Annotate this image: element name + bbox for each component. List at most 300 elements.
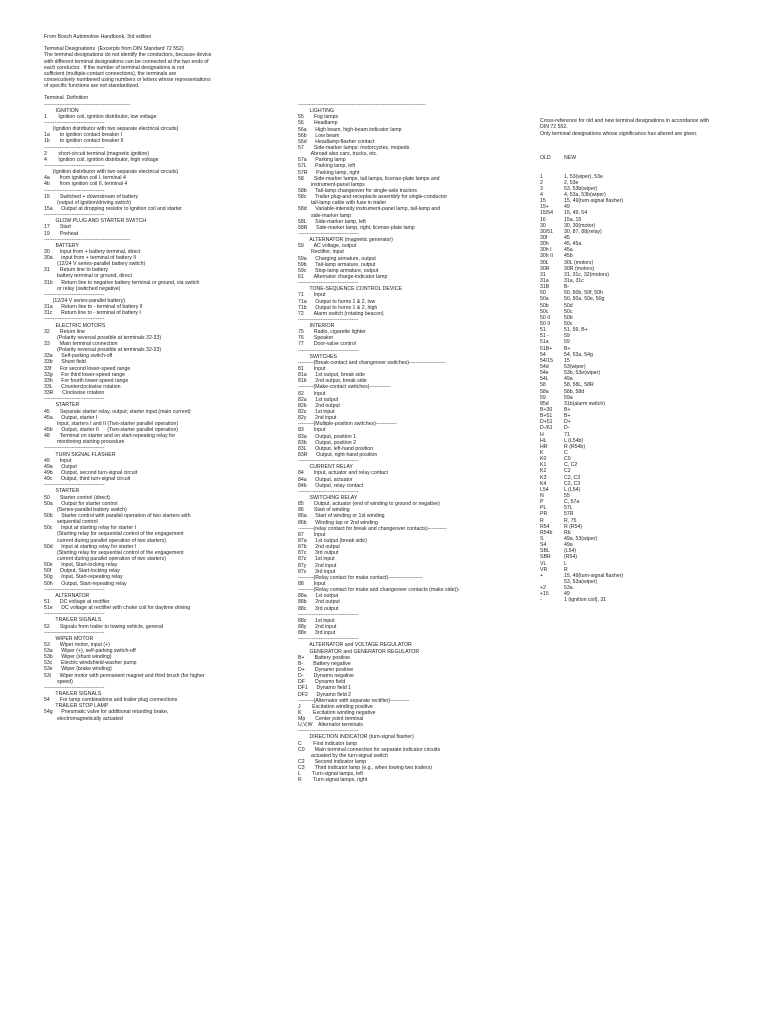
old-designation: 51B+ bbox=[540, 345, 553, 352]
text-line: SWITCHES bbox=[298, 353, 337, 360]
text-line: 88z 1st input bbox=[298, 617, 335, 624]
text-line: ----------------------------------- bbox=[44, 586, 105, 593]
text-line: ALTERNATOR (magnetic generator) bbox=[298, 237, 393, 244]
text-line: 45 Separate starter relay, output; starter input (main current) bbox=[44, 408, 191, 415]
new-designation: 55 bbox=[564, 492, 570, 499]
new-designation: B+ bbox=[564, 406, 571, 413]
text-line: STARTER bbox=[44, 488, 80, 495]
text-line: 84a Output, actuator bbox=[298, 476, 353, 483]
text-line: ----------------------------------- bbox=[44, 316, 105, 323]
text-line: ----------------------------------- bbox=[44, 396, 105, 403]
text-line: ----------------------------------- bbox=[298, 280, 359, 287]
old-designation: 30f bbox=[540, 235, 548, 242]
text-line: D- Dynamo negative bbox=[298, 673, 354, 680]
text-line: 33a Self-parking switch-off bbox=[44, 353, 113, 360]
old-designation: 50a bbox=[540, 296, 549, 303]
text-line: 59 AC voltage, output bbox=[298, 243, 357, 250]
new-designation: 59a bbox=[564, 394, 573, 401]
text-line: battery terminal or ground, direct bbox=[44, 273, 132, 280]
new-designation: 53(wiper) bbox=[564, 364, 586, 370]
text-line: ---------(Relay contact for make and changeover contacts (make side))- bbox=[298, 587, 460, 594]
text-line: ----------------------------------- bbox=[44, 445, 105, 452]
text-line: 88a 1st output bbox=[298, 593, 339, 600]
text-line: 50a Output for starter control bbox=[44, 500, 118, 507]
text-line: each conductor. If the number of terminal designations is not bbox=[44, 64, 185, 71]
text-line: 30 Input from + battery terminal, direct bbox=[44, 248, 141, 255]
text-line: (Ignition distributor with two separate electrical circuits) bbox=[44, 169, 179, 176]
text-line: -------------------------------------------------- bbox=[44, 236, 131, 243]
new-designation: 1 (ignition coil), 31 bbox=[564, 597, 607, 604]
text-line: ---------(Multiple-position switches)------------ bbox=[298, 421, 397, 428]
text-line: DIN 72 552. bbox=[540, 124, 568, 131]
old-designation: 51 - bbox=[540, 333, 549, 340]
old-designation: 30 bbox=[540, 222, 546, 229]
old-designation: 58a bbox=[540, 388, 549, 395]
text-line: (output of ignition/driving switch) bbox=[44, 199, 132, 206]
new-designation: 15a, 15 bbox=[564, 216, 582, 223]
text-line: -------------------------------------------------- bbox=[44, 101, 131, 108]
text-line: 88 Input bbox=[298, 580, 326, 587]
text-line: or relay (switched negative) bbox=[44, 285, 121, 292]
old-designation: K4 bbox=[540, 480, 547, 487]
cross-reference-intro bbox=[540, 118, 740, 143]
text-line: 83 Input bbox=[298, 427, 326, 434]
text-line: 4a from ignition coil I, terminal 4 bbox=[44, 175, 126, 182]
text-line: U,V,W Alternator terminals bbox=[298, 722, 363, 729]
text-line: 4b from ignition coil II, terminal 4 bbox=[44, 181, 128, 188]
old-designation: 50 II bbox=[540, 314, 551, 321]
old-designation: K2 bbox=[540, 468, 547, 475]
new-designation: R bbox=[564, 566, 568, 573]
text-line: ----------------------------------- bbox=[44, 684, 105, 691]
new-designation: 59 bbox=[564, 333, 570, 340]
new-designation: 50b bbox=[564, 314, 573, 321]
new-designation: (R54) bbox=[564, 554, 577, 561]
text-line: Only terminal designations whose significance has altered are given. bbox=[540, 130, 698, 137]
text-line: 61 Alternator charge-indicator lamp bbox=[298, 273, 388, 280]
text-line: 87y 2nd input bbox=[298, 562, 337, 569]
text-line: 53a Wiper (+), self-parking switch-off bbox=[44, 648, 136, 655]
text-line: 53i Wiper motor with permanent magnet and third brush (for higher bbox=[44, 672, 205, 679]
old-designation: R bbox=[540, 517, 544, 524]
cross-reference-column bbox=[540, 106, 740, 616]
new-designation: 49a bbox=[564, 542, 573, 549]
new-designation: 31a, 31c bbox=[564, 278, 584, 285]
old-designation: 50 II bbox=[540, 321, 551, 328]
old-designation: VL bbox=[540, 560, 547, 567]
old-designation: SBL bbox=[540, 548, 550, 555]
cross-reference-header bbox=[540, 155, 740, 161]
text-line: 54g Pneumatic valve for additional retarding brake, bbox=[44, 709, 169, 716]
old-header: OLD bbox=[540, 155, 551, 162]
old-designation: R54b bbox=[540, 529, 553, 536]
old-designation: 2 bbox=[540, 179, 543, 186]
text-line: 84 Input, actuator and relay contact bbox=[298, 470, 388, 477]
text-line: Terminal Designations (Excerpts from DIN Standard 72 552) bbox=[44, 46, 184, 53]
new-header: NEW bbox=[564, 155, 577, 162]
new-designation: C2 bbox=[564, 468, 571, 475]
old-designation: HR bbox=[540, 443, 548, 450]
text-line: (12/24 V series-parallel battery) bbox=[44, 298, 126, 305]
text-line: 88c 3rd output bbox=[298, 605, 339, 612]
text-line: ---------(Make-contact switches)------------ bbox=[298, 384, 391, 391]
text-line: 1a to ignition contact breaker I bbox=[44, 132, 123, 139]
old-designation: 30L bbox=[540, 259, 549, 266]
text-line: TONE-SEQUENCE CONTROL DEVICE bbox=[298, 286, 402, 293]
text-line: (Starting relay for sequential control of the engagement bbox=[44, 531, 184, 538]
text-line: ----------------------------------- bbox=[44, 611, 105, 618]
text-line: Cross-reference for old and new terminal designations in accordance with bbox=[540, 118, 709, 125]
text-line: 56a High beam, high-beam indicator lamp bbox=[298, 126, 402, 133]
terminal-designations-continued-column bbox=[298, 102, 504, 784]
text-line: 71a Output to horns 1 & 2, low bbox=[298, 298, 376, 305]
text-line: 81b 2nd output, break side bbox=[298, 378, 367, 385]
text-line: ----------------------------------- bbox=[44, 291, 105, 298]
new-designation: 30, 30(motor) bbox=[564, 222, 596, 229]
text-line: R Turn-signal lamps, right bbox=[298, 777, 368, 784]
new-designation: L (L54) bbox=[564, 486, 581, 493]
text-line: C2 Second indicator lamp bbox=[298, 759, 367, 766]
text-line: 77 Door-valve control bbox=[298, 341, 356, 348]
old-designation: HL bbox=[540, 437, 547, 444]
old-designation: K3 bbox=[540, 474, 547, 481]
text-line: 49a Output bbox=[44, 463, 77, 470]
new-designation: 49 bbox=[564, 591, 570, 598]
text-line: ----------------------------------- bbox=[298, 316, 359, 323]
text-line: DIRECTION INDICATOR (turn-signal flasher) bbox=[298, 734, 414, 741]
text-line: C0 Main terminal connection for separate indicator circuits bbox=[298, 746, 441, 753]
text-line: electromagnetically actuated bbox=[44, 715, 123, 722]
text-line: TRAILER STOP LAMP bbox=[44, 703, 109, 710]
text-line: DF2 Dynamo field 2 bbox=[298, 691, 352, 698]
new-designation: 49 bbox=[564, 204, 570, 211]
text-line: monitoring starting procedure bbox=[44, 439, 125, 446]
new-designation: 4, 53a, 53b(wiper) bbox=[564, 192, 606, 199]
text-line: 1 Ignition coil, ignition distributor, low voltage bbox=[44, 113, 157, 120]
old-designation: K1 bbox=[540, 462, 547, 469]
text-line: 57a Parking lamp bbox=[298, 157, 346, 164]
new-designation: 45a bbox=[564, 247, 573, 254]
text-line: 57 Side-marker lamps: motorcycles, mopeds. bbox=[298, 144, 411, 151]
new-designation: 31, 31c, 32(motors) bbox=[564, 271, 609, 278]
text-line: (12/24 V series-parallel battery switch) bbox=[44, 261, 146, 268]
text-line: current during parallel operation of two starters) bbox=[44, 555, 166, 562]
text-line: J Excitation winding positive bbox=[298, 703, 373, 710]
text-line: speed) bbox=[44, 678, 73, 685]
new-designation: Rb bbox=[564, 529, 571, 536]
text-line: 31a Return line to - terminal of battery II bbox=[44, 304, 143, 311]
new-designation: 49a, 53(wiper) bbox=[564, 535, 598, 542]
text-line: 54 For lamp combinations and trailer plug connections bbox=[44, 697, 178, 704]
text-line: tail-lamp cable with fuse in trailer bbox=[298, 200, 387, 207]
old-designation: 31B bbox=[540, 284, 550, 291]
old-designation: S4 bbox=[540, 542, 547, 549]
text-line: actuated by the turn-signal switch bbox=[298, 752, 388, 759]
text-line: -------------------------------------------------------------------------- bbox=[298, 102, 426, 108]
cross-reference-table bbox=[540, 174, 740, 604]
text-line: 49 Input bbox=[44, 457, 72, 464]
text-line: B- Battery negative bbox=[298, 660, 351, 667]
text-line: ----------------------------------- bbox=[44, 482, 105, 489]
text-line: IGNITION bbox=[44, 107, 79, 114]
text-line: D+ Dynamo positive bbox=[298, 666, 354, 673]
text-line: ---------(Break-contact and changeover switches)--------------------- bbox=[298, 359, 446, 366]
old-designation: + bbox=[540, 572, 544, 579]
text-line: 50b Starter control with parallel operation of two starters with bbox=[44, 512, 191, 519]
new-designation: R, 75 bbox=[564, 517, 577, 524]
text-line: ---------(Relay contact for make contact)-------------------- bbox=[298, 574, 423, 581]
text-line: 48 Terminal on starter and on start-repeating relay for bbox=[44, 433, 176, 440]
new-designation: 15, 49, 54 bbox=[564, 210, 588, 217]
text-line: 58 Side-marker lamps, tail lamps, license-plate lamps and bbox=[298, 175, 440, 182]
old-designation: S bbox=[540, 535, 544, 542]
text-line: 49c Output, third turn-signal circuit bbox=[44, 476, 131, 483]
old-designation: 54L bbox=[540, 376, 549, 383]
text-line: Mp Center point terminal bbox=[298, 716, 364, 723]
text-line: sufficient (multiple-contact connections), the terminals are bbox=[44, 70, 177, 77]
text-line: ----------------------------------- bbox=[298, 347, 359, 354]
text-line: 31b Return line to negative battery terminal or ground, via switch bbox=[44, 279, 200, 286]
old-designation: B+51 bbox=[540, 413, 553, 420]
new-designation: 51, 59, B+ bbox=[564, 327, 588, 334]
text-line: (Polarity reversal possible at terminals 32-33) bbox=[44, 347, 162, 354]
text-line: TRAILER SIGNALS bbox=[44, 691, 102, 698]
old-designation: 58 bbox=[540, 382, 546, 389]
text-line: 50f Output, Start-locking relay bbox=[44, 568, 120, 575]
text-line: 1b to ignition contact breaker II bbox=[44, 138, 124, 145]
text-line: C3 Third indicator lamp (e.g., when towing two trailers) bbox=[298, 765, 432, 772]
text-line: 85 Output, actuator (end of winding to ground or negative) bbox=[298, 501, 440, 508]
text-line: ALTERNATOR and VOLTAGE REGULATOR bbox=[298, 642, 412, 649]
old-designation: - bbox=[540, 597, 542, 604]
text-line: 87x 3rd input bbox=[298, 568, 336, 575]
old-designation: 59 bbox=[540, 394, 546, 401]
text-line: 88x 3rd input bbox=[298, 630, 336, 637]
text-line: 58d Variable-intensity instrument-panel lamp, tail-lamp and bbox=[298, 206, 441, 213]
text-line: current during parallel operation of two starters) bbox=[44, 537, 166, 544]
text-line: 87c 3rd output bbox=[298, 550, 339, 557]
text-line: ----------------------------------- bbox=[44, 162, 105, 169]
text-line: 83L Output, left-hand position bbox=[298, 445, 374, 452]
text-line: GLOW PLUG AND STARTER SWITCH bbox=[44, 218, 147, 225]
text-line: 87 Input bbox=[298, 531, 326, 538]
new-designation: 15, 49(turn-signal flasher) bbox=[564, 572, 624, 579]
text-line: 58c Trailer plug-and-receptacle assembly for single-conductor bbox=[298, 194, 448, 201]
new-designation: 50, 50b, 50f, 50h bbox=[564, 290, 603, 297]
text-line: L Turn-signal lamps, left bbox=[298, 771, 363, 778]
text-line: 83R Output, right-hand position bbox=[298, 452, 378, 459]
text-line: GENERATOR and GENERATOR REGULATOR bbox=[298, 648, 420, 655]
text-line: Abroad also cars, trucks, etc. bbox=[298, 151, 378, 158]
text-line bbox=[540, 137, 740, 143]
new-designation: C0 bbox=[564, 456, 571, 463]
text-line: 76 Speaker bbox=[298, 335, 334, 342]
text-line: side-marker lamp bbox=[298, 212, 352, 219]
old-designation: P bbox=[540, 499, 544, 506]
text-line: of specific functions are not standardized. bbox=[44, 83, 140, 90]
text-line: 33 Main terminal connection bbox=[44, 341, 118, 348]
text-line: ----------------------------------- bbox=[298, 636, 359, 643]
text-line: Rectifier, input bbox=[298, 249, 344, 256]
text-line: 33h For fourth lower-speed range bbox=[44, 377, 129, 384]
text-line: 87b 2nd output bbox=[298, 544, 340, 551]
text-line: Input, starters I and II (Two-starter parallel operation) bbox=[44, 420, 179, 427]
new-designation: 15 bbox=[564, 357, 570, 364]
text-line: 59a Charging armature, output bbox=[298, 255, 376, 262]
old-designation: 31a bbox=[540, 278, 549, 285]
old-designation: 1 bbox=[540, 173, 543, 180]
text-line: 86 Start of winding bbox=[298, 507, 350, 514]
new-designation: R (R54) bbox=[564, 523, 583, 530]
text-line: 53 Wiper motor, input (+) bbox=[44, 641, 110, 648]
text-line: 31 Return line to battery bbox=[44, 267, 109, 274]
new-designation: 57L bbox=[564, 505, 573, 512]
text-line: with different terminal designations can be connected at the two ends of bbox=[44, 58, 209, 65]
text-line: ----------------------------------- bbox=[44, 144, 105, 151]
text-line: ELECTRIC MOTORS bbox=[44, 322, 106, 329]
new-designation: 50c bbox=[564, 308, 573, 315]
text-line: The terminal designations do not identify the conductors, because device bbox=[44, 52, 212, 59]
old-designation: 54e bbox=[540, 370, 549, 377]
text-line: 33b Shunt field bbox=[44, 359, 86, 366]
text-line: sequential control bbox=[44, 519, 98, 526]
new-designation: 45, 45a bbox=[564, 241, 582, 248]
text-line: 15 Switched + downstream of battery bbox=[44, 193, 139, 200]
text-line: 83a Output, position 1 bbox=[298, 433, 356, 440]
old-designation: 30h bbox=[540, 241, 549, 248]
text-line: 86b Winding tap or 2nd winding bbox=[298, 519, 378, 526]
old-designation: 15+ bbox=[540, 204, 549, 211]
text-line: 50d Input at starting relay for starter I bbox=[44, 543, 137, 550]
new-designation: 1, 53(wiper), 53e bbox=[564, 173, 603, 180]
new-designation: 31b(alarm switch) bbox=[564, 400, 605, 407]
text-line: CURRENT RELAY bbox=[298, 464, 353, 471]
new-designation: 45b bbox=[564, 253, 573, 260]
text-line: 50h Output, Start-repeating relay bbox=[44, 580, 127, 587]
old-designation: 85d bbox=[540, 400, 549, 407]
new-designation: D- bbox=[564, 425, 570, 432]
new-designation: 57R bbox=[564, 511, 574, 518]
text-line: ----------------------------------- bbox=[298, 230, 359, 237]
text-line: instrument-panel lamps bbox=[298, 181, 365, 188]
text-line: BATTERY bbox=[44, 242, 79, 249]
text-line: TRAILER SIGNALS bbox=[44, 617, 102, 624]
text-line: 87z 1st input bbox=[298, 556, 335, 563]
text-line: 2 short-circuit terminal (magnetic ignition) bbox=[44, 150, 149, 157]
text-line: ----------------------------------- bbox=[298, 488, 359, 495]
text-line: 88y 2nd input bbox=[298, 623, 337, 630]
text-line: 58R Side-marker lamp, right, license-plate lamp bbox=[298, 224, 415, 231]
new-designation: 53b, 53e(wiper) bbox=[564, 370, 601, 377]
text-line: 53e Wiper (brake winding) bbox=[44, 666, 112, 673]
text-line: (Series-parallel battery switch) bbox=[44, 506, 127, 513]
text-line: ----------------------------------- bbox=[298, 728, 359, 735]
new-designation: D+ bbox=[564, 419, 571, 426]
text-line: 57R Parking lamp, right bbox=[298, 169, 360, 176]
new-designation: 53, 53a(wiper) bbox=[564, 578, 598, 585]
text-line: 17 Start bbox=[44, 224, 71, 231]
old-designation: 54/15 bbox=[540, 357, 553, 364]
text-line: (Ignition distributor with two separate electrical circuits) bbox=[44, 126, 179, 133]
text-line: 84b Output, relay contact bbox=[298, 482, 364, 489]
text-line: B+ Battery positive bbox=[298, 654, 351, 661]
text-line: DF1 Dynamo field 1 bbox=[298, 685, 352, 692]
old-designation: 51 bbox=[540, 327, 546, 334]
old-designation: D+51 bbox=[540, 419, 553, 426]
text-line: (Starting relay for sequential control of the engagement bbox=[44, 549, 184, 556]
text-line: 71b Output to horns 1 & 2, high bbox=[298, 304, 378, 311]
new-designation: 59 bbox=[564, 339, 570, 346]
text-line: From Bosch Automotive Handbook, 3rd edition bbox=[44, 34, 152, 40]
text-line: 88b 2nd output bbox=[298, 599, 340, 606]
old-designation: 16 bbox=[540, 216, 546, 223]
text-line: 50c Input at starting relay for starter I bbox=[44, 525, 136, 532]
old-designation: 50c bbox=[540, 308, 549, 315]
new-designation: C2, C3 bbox=[564, 474, 581, 481]
old-designation: L54 bbox=[540, 486, 549, 493]
old-designation: K0 bbox=[540, 456, 547, 463]
old-designation: 30h I bbox=[540, 247, 552, 254]
text-line: C First indicator lamp bbox=[298, 740, 358, 747]
old-designation: K bbox=[540, 449, 544, 456]
new-designation: 71 bbox=[564, 431, 570, 438]
new-designation: C2, C3 bbox=[564, 480, 581, 487]
text-line: 30a input from + terminal of battery II bbox=[44, 255, 137, 262]
text-line: 45b Output, starter II (Two-starter parallel operation) bbox=[44, 427, 179, 433]
text-line: 53b Wiper (shunt winding) bbox=[44, 654, 112, 661]
old-designation: PL bbox=[540, 505, 547, 512]
text-line: 58L Side-marker lamp, left bbox=[298, 218, 366, 225]
new-designation: 50, 50a, 50e, 50g bbox=[564, 296, 605, 303]
new-designation: B+ bbox=[564, 413, 571, 420]
text-line: TURN SIGNAL FLASHER bbox=[44, 451, 116, 458]
text-line: ----------------------------------- bbox=[298, 458, 359, 465]
text-line: consecutively numbered using numbers or letters whose representations bbox=[44, 76, 211, 83]
new-designation: C, 57a bbox=[564, 499, 580, 506]
old-designation: 3 bbox=[540, 185, 543, 192]
old-designation: +2 bbox=[540, 585, 546, 592]
text-line: 86a Start of winding or 1st winding bbox=[298, 513, 385, 520]
new-designation: 2, 53e bbox=[564, 179, 579, 186]
old-designation: H bbox=[540, 431, 544, 438]
text-line: 81 Input bbox=[298, 366, 326, 373]
new-designation: 53, 53b(wiper) bbox=[564, 185, 598, 192]
text-line: 50 Starter control (direct) bbox=[44, 494, 111, 501]
text-line: 33f For second lower-speed range bbox=[44, 365, 131, 372]
old-designation: 15/54 bbox=[540, 210, 553, 217]
text-line: 71 Input bbox=[298, 292, 326, 299]
new-designation: 50d bbox=[564, 302, 573, 309]
new-designation: 50c bbox=[564, 321, 573, 328]
old-designation: SBR bbox=[540, 554, 551, 561]
old-designation: 15 bbox=[540, 198, 546, 205]
text-line: 55 Fog lamps bbox=[298, 114, 339, 121]
old-designation: VR bbox=[540, 566, 548, 573]
text-line: 15a Output at dropping resistor to ignition coil and starter bbox=[44, 205, 182, 212]
text-line: (Polarity reversal possible at terminals 32-33) bbox=[44, 334, 162, 341]
new-designation: 15, 49(turn-signal flasher) bbox=[564, 198, 624, 205]
text-line: 50g Input, Start-repeating relay bbox=[44, 574, 123, 581]
text-line: 82a 1st output bbox=[298, 396, 339, 403]
new-designation: 30, 87, 88(relay) bbox=[564, 228, 602, 235]
text-line: ALTERNATOR bbox=[44, 592, 90, 599]
text-line: 56b Low beam bbox=[298, 132, 340, 139]
old-designation: 30R bbox=[540, 265, 550, 272]
new-designation: L (L54b) bbox=[564, 437, 584, 444]
text-line: ----------------------------------- bbox=[298, 611, 359, 618]
old-designation: B+30 bbox=[540, 406, 553, 413]
new-designation: (L54) bbox=[564, 548, 577, 555]
